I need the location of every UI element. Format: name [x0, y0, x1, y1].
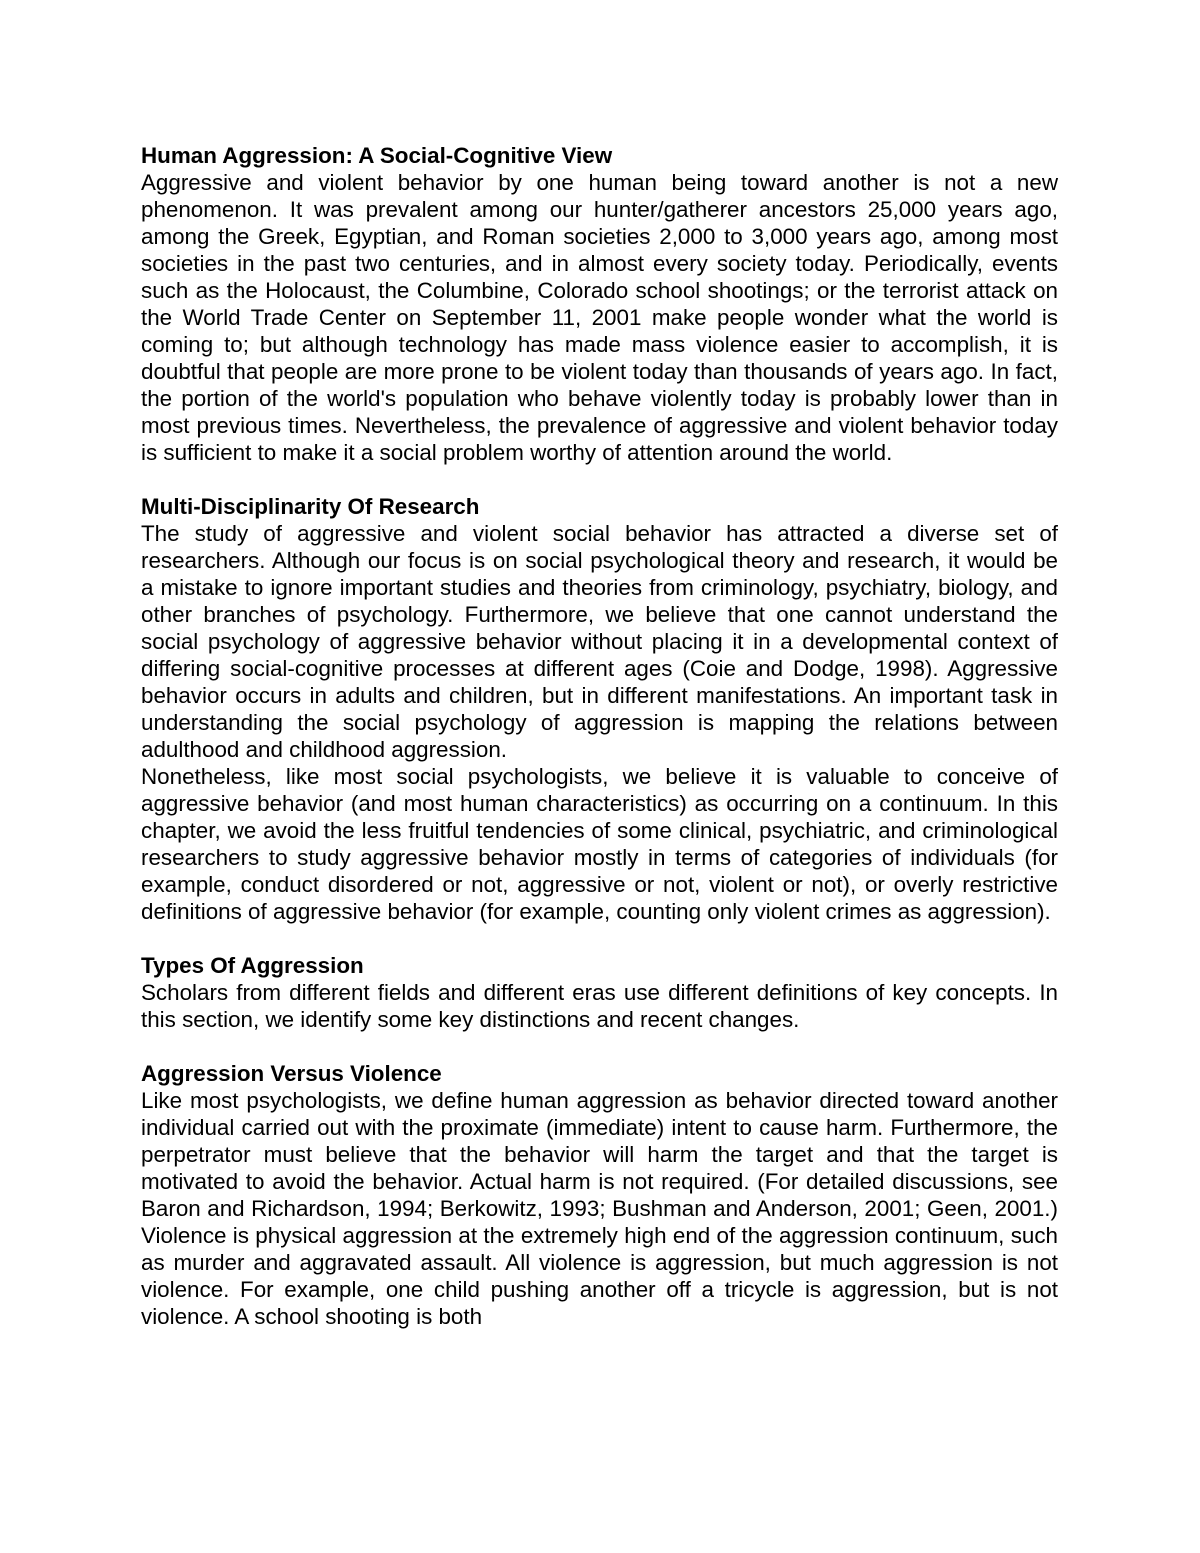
- paragraph: Aggressive and violent behavior by one human being toward another is not a new phenomenon. It was prevalent among our hunter/gatherer ancestors 25,000 years ago, among the Greek, Egyptian, and Roman societies 2,000 to 3,000 years ago, among most societies in the past two centuries, and in almost every society today. Periodically, events such as the Holocaust, the Columbine, Colorado school shootings; or the terrorist attack on the World Trade Center on September 11, 2001 make people wonder what the world is coming to; but although technology has made mass violence easier to accomplish, it is doubtful that people are more prone to be violent today than thousands of years ago. In fact, the portion of the world's population who behave violently today is probably lower than in most previous times. Nevertheless, the prevalence of aggressive and violent behavior today is sufficient to make it a social problem worthy of attention around the world.: [141, 170, 1058, 465]
- document-page: [141, 142, 1058, 1330]
- paragraph: Scholars from different fields and different eras use different definitions of key concepts. In this section, we identify some key distinctions and recent changes.: [141, 980, 1058, 1032]
- section-heading: Human Aggression: A Social-Cognitive View: [141, 143, 613, 168]
- paragraph: Like most psychologists, we define human aggression as behavior directed toward another individual carried out with the proximate (immediate) intent to cause harm. Furthermore, the perpetrator must believe that the behavior will harm the target and that the target is motivated to avoid the behavior. Actual harm is not required. (For detailed discussions, see Baron and Richardson, 1994; Berkowitz, 1993; Bushman and Anderson, 2001; Geen, 2001.) Violence is physical aggression at the extremely high end of the aggression continuum, such as murder and aggravated assault. All violence is aggression, but much aggression is not violence. For example, one child pushing another off a tricycle is aggression, but is not violence. A school shooting is both: [141, 1088, 1058, 1329]
- paragraph: The study of aggressive and violent social behavior has attracted a diverse set of researchers. Although our focus is on social psychological theory and research, it would be a mistake to ignore important studies and theories from criminology, psychiatry, biology, and other branches of psychology. Furthermore, we believe that one cannot understand the social psychology of aggressive behavior without placing it in a developmental context of differing social-cognitive processes at different ages (Coie and Dodge, 1998). Aggressive behavior occurs in adults and children, but in different manifestations. An important task in understanding the social psychology of aggression is mapping the relations between adulthood and childhood aggression.: [141, 521, 1058, 762]
- section-heading: Aggression Versus Violence: [141, 1061, 442, 1086]
- paragraph-gap: [141, 925, 1058, 952]
- section-heading: Multi-Disciplinarity Of Research: [141, 494, 480, 519]
- section-aggression-versus-violence: [141, 1060, 1058, 1330]
- section-types-of-aggression: [141, 952, 1058, 1033]
- paragraph-gap: [141, 466, 1058, 493]
- paragraph-gap: [141, 1033, 1058, 1060]
- paragraph: Nonetheless, like most social psychologists, we believe it is valuable to conceive of aggressive behavior (and most human characteristics) as occurring on a continuum. In this chapter, we avoid the less fruitful tendencies of some clinical, psychiatric, and criminological researchers to study aggressive behavior mostly in terms of categories of individuals (for example, conduct disordered or not, aggressive or not, violent or not), or overly restrictive definitions of aggressive behavior (for example, counting only violent crimes as aggression).: [141, 764, 1058, 924]
- section-multi-disciplinarity: [141, 493, 1058, 925]
- section-human-aggression: [141, 142, 1058, 466]
- section-heading: Types Of Aggression: [141, 953, 364, 978]
